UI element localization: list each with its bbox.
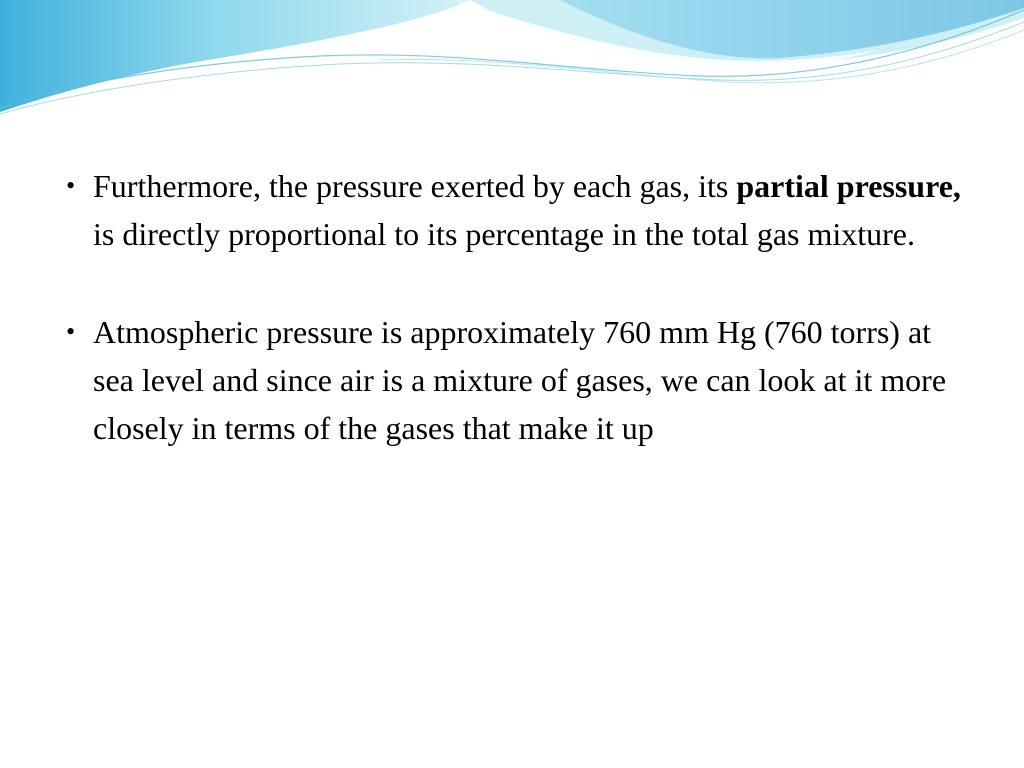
bullet-text: Atmospheric pressure is approximately 760 mm Hg (760 torrs) at sea level and since air is a mixture of gases, we can look at it more closely in terms of the gases that make it up xyxy=(93,314,947,446)
bullet-item-partial-pressure xyxy=(62,162,962,258)
wave-main-shape xyxy=(0,0,470,112)
bullet-text-before: Furthermore, the pressure exerted by each gas, its xyxy=(93,168,737,204)
wave-decoration xyxy=(0,0,1024,130)
bullet-item-atmospheric-pressure xyxy=(62,308,962,452)
bullet-icon: • xyxy=(66,171,76,200)
bullet-icon: • xyxy=(66,317,76,346)
bullet-bold-term: partial pressure, xyxy=(736,168,961,204)
bullet-text-after: is directly proportional to its percentage in the total gas mixture. xyxy=(93,216,915,252)
bullet-list xyxy=(62,162,962,502)
